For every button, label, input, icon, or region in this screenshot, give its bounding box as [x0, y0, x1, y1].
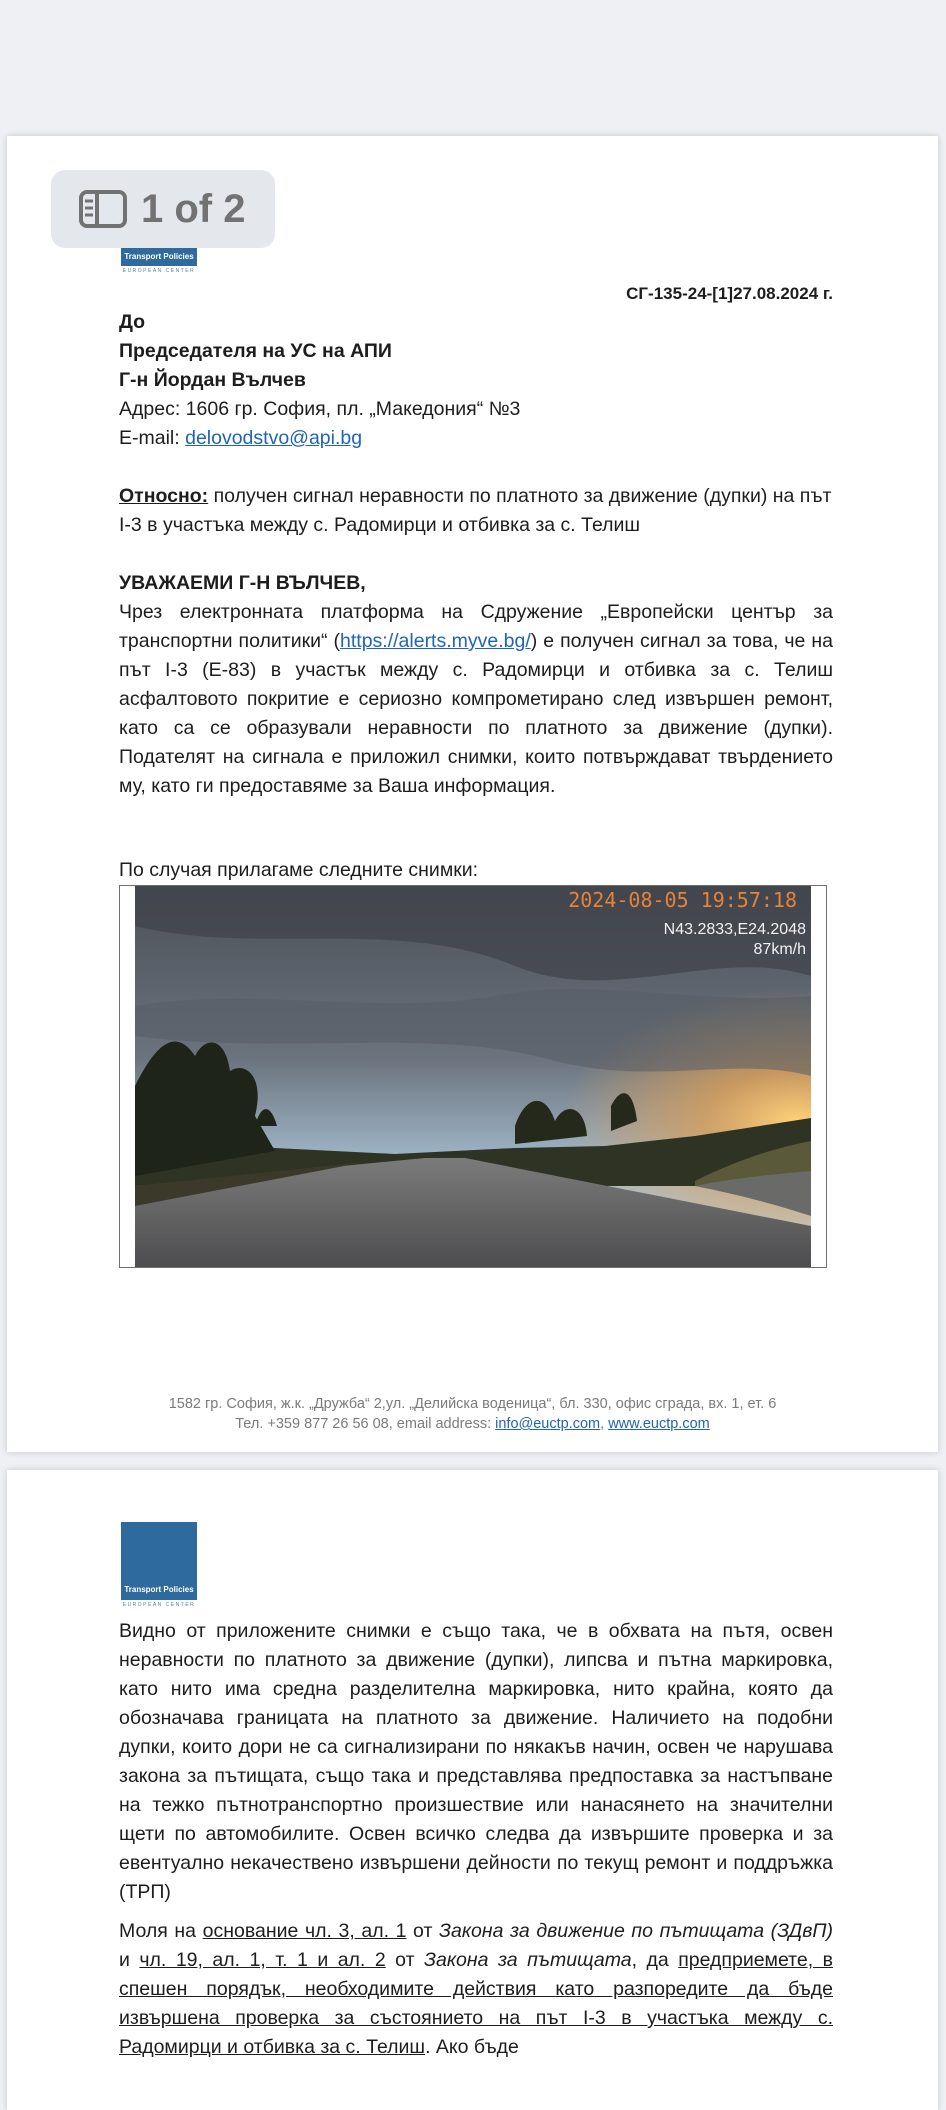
- p2-text-a: Моля на: [119, 1920, 203, 1942]
- to-label: До: [119, 311, 146, 333]
- recipient-email-line: [119, 424, 833, 453]
- p2-law-name-2: Закона за пътищата: [424, 1949, 632, 1971]
- recipient-name: Г-н Йордан Вълчев: [119, 369, 306, 391]
- organization-logo: [121, 248, 197, 274]
- logo-name: Transport Policies: [121, 248, 197, 266]
- p2-request-text: предприемете, в спешен порядък, необходимите действия като разпоредите да бъде извършена проверка за състоянието на път I-3 в участъка между с. Радомирци и отбивка за с. Телиш: [119, 1949, 833, 2058]
- organization-logo-large: [121, 1522, 197, 1608]
- recipient-address: Адрес: 1606 гр. София, пл. „Македония“ №3: [119, 398, 521, 420]
- footer-address: 1582 гр. София, ж.к. „Дружба“ 2,ул. „Делийска воденица“, бл. 330, офис сграда, вх. 1, ет. 6: [168, 1396, 777, 1412]
- page-footer: [7, 1394, 938, 1434]
- body-text-2: ) е получен сигнал за това, че на път I-3 (Е-83) в участък между с. Радомирци и отбивка за с. Телиш асфалтовото покритие е сериозно компрометирано след извършен ремонт, като са се образували неравности по платното за движение (дупки). Подателят на сигнала е приложил снимки, които потвърждават твърдението му, като ги предоставяме за Ваша информация.: [119, 630, 833, 797]
- logo-subtitle: EUROPEAN CENTER: [122, 268, 196, 274]
- body-paragraph: [119, 598, 833, 801]
- photo-coordinates: N43.2833,E24.2048: [663, 921, 806, 938]
- document-page-1: [7, 136, 938, 1452]
- footer-website-link[interactable]: www.euctp.com: [608, 1416, 710, 1432]
- footer-email-link[interactable]: info@euctp.com: [495, 1416, 601, 1432]
- photo-frame: [119, 885, 827, 1268]
- page-counter-label: 1 of 2: [141, 186, 246, 231]
- alerts-link[interactable]: https://alerts.myve.bg/: [340, 630, 531, 652]
- road-photo: [135, 886, 811, 1267]
- page-counter[interactable]: [51, 170, 275, 248]
- footer-phone: Тел. +359 877 26 56 08, email address:: [235, 1416, 496, 1432]
- photo-gps-overlay: [664, 920, 806, 960]
- recipient-block: [119, 308, 833, 453]
- p2-law-ref-1: основание чл. 3, ал. 1: [202, 1920, 407, 1942]
- p2-text-c: от: [406, 1920, 439, 1942]
- logo-subtitle-large: EUROPEAN CENTER: [122, 1602, 196, 1608]
- recipient-email-link[interactable]: delovodstvo@api.bg: [185, 427, 363, 449]
- greeting: УВАЖАЕМИ Г-Н ВЪЛЧЕВ,: [119, 572, 366, 594]
- footer-contacts: [7, 1414, 938, 1434]
- p2-law-name-1: Закона за движение по пътищата (ЗДвП): [439, 1920, 833, 1942]
- document-page-2: [7, 1470, 938, 2110]
- p2-text-k: . Ако бъде: [425, 2036, 519, 2058]
- photos-intro: По случая прилагаме следните снимки:: [119, 859, 479, 881]
- reference-number: СГ-135-24-[1]27.08.2024 г.: [626, 284, 833, 303]
- sidebar-icon: [79, 190, 127, 228]
- subject-text: получен сигнал неравности по платното за движение (дупки) на път I-3 в участъка между с. Радомирци и отбивка за с. Телиш: [119, 485, 832, 536]
- recipient-title: Председателя на УС на АПИ: [119, 340, 392, 362]
- page2-paragraph-1: Видно от приложените снимки е също така, че в обхвата на пътя, освен неравности по платното за движение (дупки), липсва и пътна маркировка, като нито има средна разделителна маркировка, нито крайна, която да обозначава границата на платното за движение. Наличието на подобни дупки, които дори не са сигнализирани по някакъв начин, освен че нарушава закона за пътищата, също така и представлява предпоставка за настъпване на тежко пътнотранспортно произшествие или нанасянето на значителни щети по автомобилите. Освен всичко следва да извършите проверка и за евентуално некачествено извършени дейности по текущ ремонт и поддръжка (ТРП): [119, 1620, 833, 1903]
- subject-paragraph: [119, 482, 833, 540]
- body-text-1: Чрез електронната платформа на Сдружение „Европейски център за транспортни политики“ (: [119, 601, 833, 652]
- logo-name-large: Transport Policies: [121, 1522, 197, 1600]
- footer-separator: ,: [600, 1416, 609, 1432]
- email-label: E-mail:: [119, 427, 186, 449]
- p2-text-i: , да: [631, 1949, 679, 1971]
- page2-paragraph-2: [119, 1917, 833, 2062]
- photo-speed: 87km/h: [753, 941, 806, 958]
- p2-text-e: и: [119, 1949, 140, 1971]
- photo-timestamp: 2024-08-05 19:57:18: [568, 888, 797, 912]
- p2-text-g: от: [385, 1949, 425, 1971]
- subject-label: Относно:: [119, 485, 209, 507]
- p2-law-ref-2: чл. 19, ал. 1, т. 1 и ал. 2: [139, 1949, 386, 1971]
